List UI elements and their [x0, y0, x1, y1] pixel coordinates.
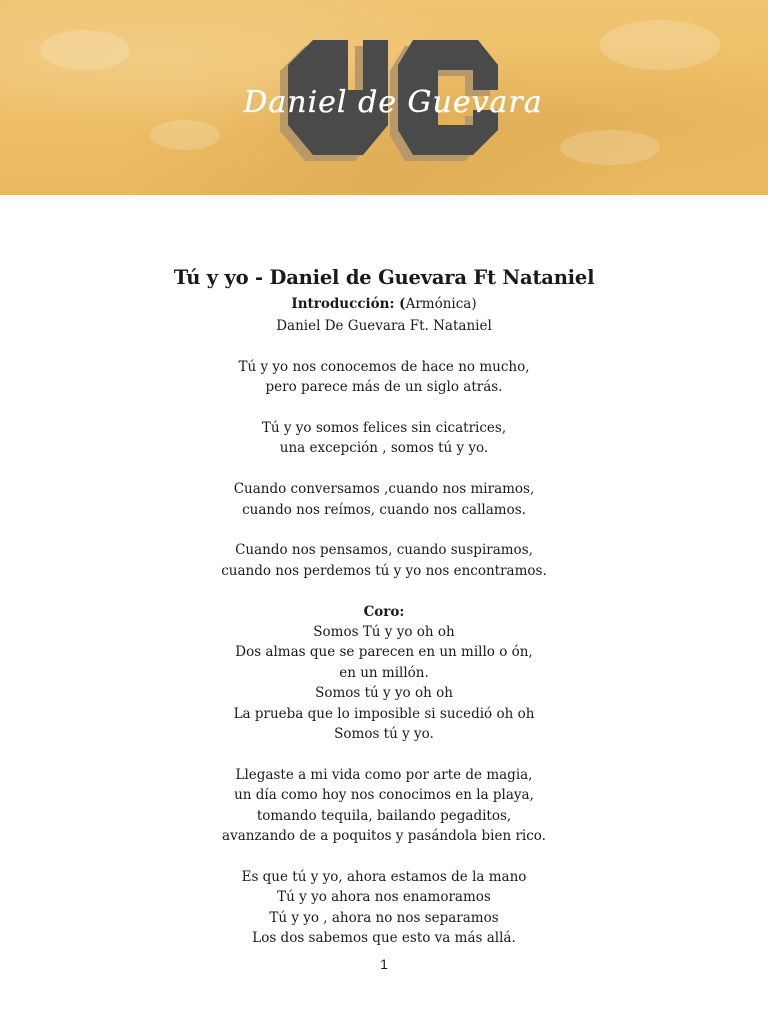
lyric-line: cuando nos perdemos tú y yo nos encontramos.: [221, 562, 547, 579]
chorus-label: Coro:: [363, 603, 405, 620]
lyric-line: Los dos sabemos que esto va más allá.: [252, 930, 516, 946]
lyric-line: avanzando de a poquitos y pasándola bien rico.: [222, 828, 546, 844]
lyric-line: Es que tú y yo, ahora estamos de la mano: [241, 868, 527, 885]
lyric-line: Dos almas que se parecen en un millo o ón,: [235, 644, 533, 661]
lyric-line: Cuando nos pensamos, cuando suspiramos,: [235, 542, 533, 559]
lyric-line: en un millón.: [339, 664, 429, 681]
lyric-line: Daniel De Guevara Ft. Nataniel: [276, 318, 492, 334]
daniel-de-guevara-logo: [243, 30, 543, 165]
lyric-line: un día como hoy nos conocimos en la playa,: [234, 787, 534, 804]
lyric-line: Tú y yo nos conocemos de hace no mucho,: [238, 358, 530, 375]
lyric-line: Tú y yo , ahora no nos separamos: [269, 909, 499, 926]
lyric-line: Somos Tú y yo oh oh: [313, 624, 455, 640]
page-number: 1: [380, 956, 388, 972]
song-title: Tú y yo - Daniel de Guevara Ft Nataniel: [173, 266, 595, 289]
lyric-line: Cuando conversamos ,cuando nos miramos,: [233, 481, 535, 498]
lyric-line: cuando nos reímos, cuando nos callamos.: [242, 501, 526, 518]
header-banner: [0, 0, 768, 195]
lyric-line: tomando tequila, bailando pegaditos,: [256, 807, 512, 824]
intro-note: Armónica): [405, 296, 477, 312]
intro-line: [0, 296, 768, 312]
lyric-line: Tú y yo ahora nos enamoramos: [277, 889, 491, 906]
lyric-line: Llegaste a mi vida como por arte de magia,: [235, 766, 533, 783]
lyric-line: La prueba que lo imposible si sucedió oh oh: [233, 705, 535, 722]
lyric-line: Somos tú y yo oh oh: [315, 685, 453, 702]
lyric-line: pero parece más de un siglo atrás.: [265, 379, 503, 396]
logo-script-text: Daniel de Guevara: [243, 85, 543, 120]
lyric-line: Somos tú y yo.: [334, 726, 434, 742]
lyric-line: Tú y yo somos felices sin cicatrices,: [261, 420, 507, 436]
intro-label: Introducción: (: [291, 296, 406, 312]
lyric-line: una excepción , somos tú y yo.: [279, 440, 489, 457]
